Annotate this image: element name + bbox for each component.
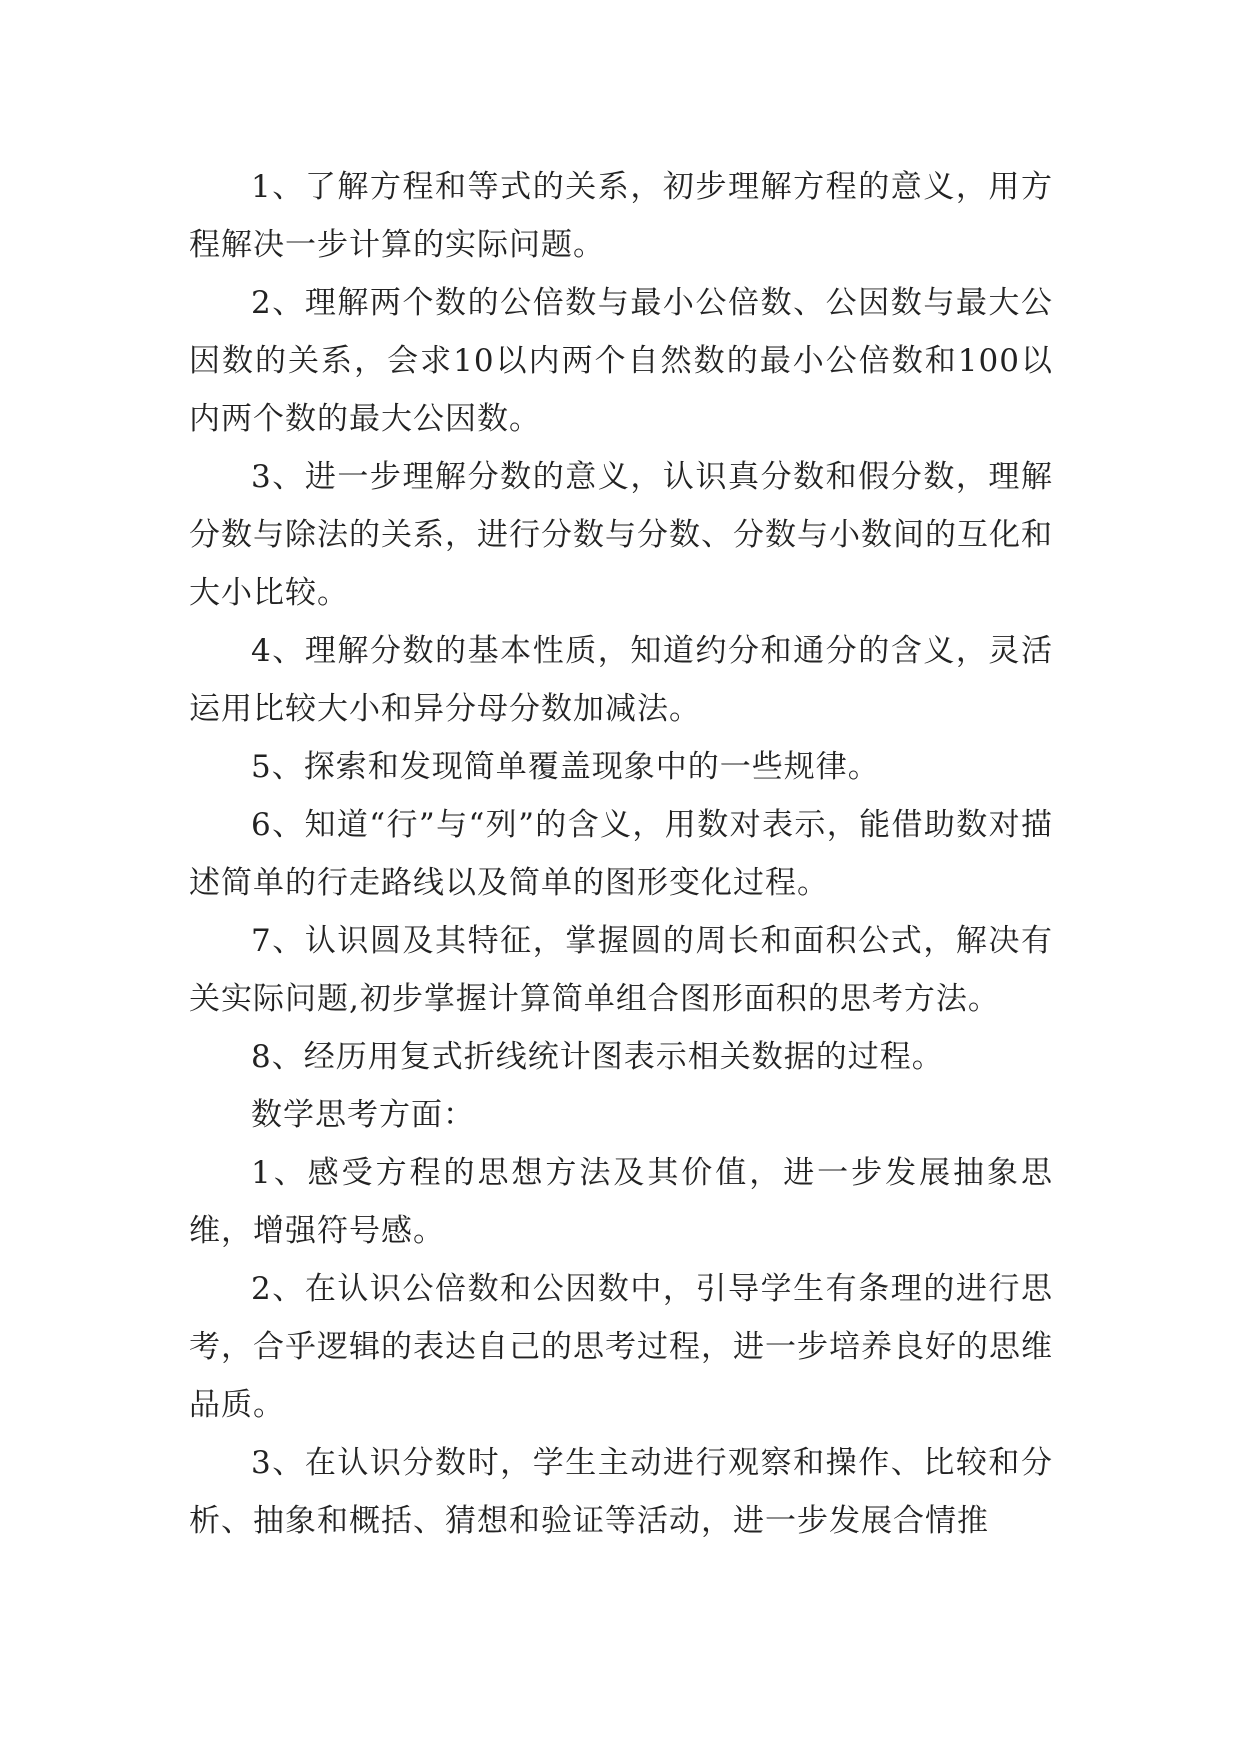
paragraph-9: 1、感受方程的思想方法及其价值，进一步发展抽象思维，增强符号感。: [189, 1155, 1053, 1249]
paragraph-1: 1、了解方程和等式的关系，初步理解方程的意义，用方程解决一步计算的实际问题。: [189, 169, 1053, 263]
paragraph-4: 4、理解分数的基本性质，知道约分和通分的含义，灵活运用比较大小和异分母分数加减法。: [189, 633, 1053, 727]
section-heading-math-thinking: 数学思考方面：: [251, 1097, 475, 1133]
document-body: [189, 158, 1053, 1550]
paragraph-6: 6、知道“行”与“列”的含义，用数对表示，能借助数对描述简单的行走路线以及简单的图形变化过程。: [189, 807, 1053, 901]
paragraph-3: 3、进一步理解分数的意义，认识真分数和假分数，理解分数与除法的关系，进行分数与分数、分数与小数间的互化和大小比较。: [189, 459, 1053, 611]
paragraph-11: 3、在认识分数时，学生主动进行观察和操作、比较和分析、抽象和概括、猜想和验证等活动，进一步发展合情推: [189, 1445, 1053, 1539]
paragraph-7: 7、认识圆及其特征，掌握圆的周长和面积公式，解决有关实际问题,初步掌握计算简单组合图形面积的思考方法。: [189, 923, 1053, 1017]
paragraph-8: 8、经历用复式折线统计图表示相关数据的过程。: [251, 1039, 944, 1075]
paragraph-2: 2、理解两个数的公倍数与最小公倍数、公因数与最大公因数的关系，会求10以内两个自然数的最小公倍数和100以内两个数的最大公因数。: [189, 285, 1053, 437]
paragraph-5: 5、探索和发现简单覆盖现象中的一些规律。: [251, 749, 880, 785]
paragraph-10: 2、在认识公倍数和公因数中，引导学生有条理的进行思考，合乎逻辑的表达自己的思考过程，进一步培养良好的思维品质。: [189, 1271, 1053, 1423]
